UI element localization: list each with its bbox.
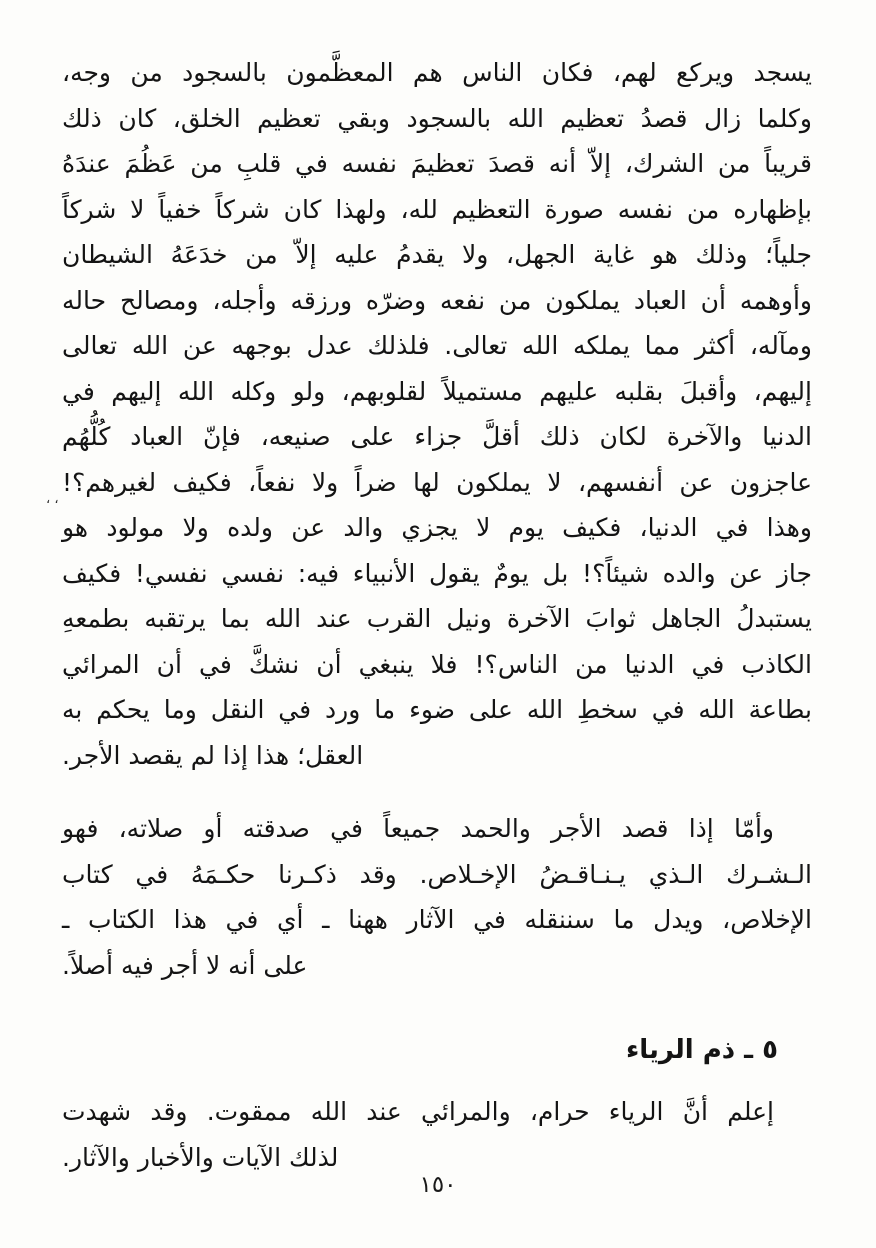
text-line: قريباً من الشرك، إلاّ أنه قصدَ تعظيمَ نفسه في قلبِ من عَظُمَ عندَهُ [62,149,812,178]
text-line: جاز عن والده شيئاً؟! بل يومٌ يقول الأنبياء فيه: نفسي نفسي! فكيف [62,558,812,588]
text-line: وهذا في الدنيا، فكيف يوم لا يجزي والد عن ولده ولا مولود هو [62,513,812,542]
text-line: ومآله، أكثر مما يملكه الله تعالى. فلذلك عدل بوجهه عن الله تعالى [62,331,812,360]
text-line: إعلم أنَّ الرياء حرام، والمرائي عند الله ممقوت. وقد شهدت [62,1097,774,1126]
text-line: إليهم، وأقبلَ بقلبه عليهم مستميلاً لقلوبهم، ولو وكله الله إليهم في [62,376,812,406]
text-line: على أنه لا أجر فيه أصلاً. [62,950,308,980]
text-line: جلياً؛ وذلك هو غاية الجهل، ولا يقدمُ عليه إلاّ من خدَعَهُ الشيطان [62,240,812,269]
paragraph-2 [62,806,812,988]
text-line: الـشـرك الـذي يـنـاقـضُ الإخـلاص. وقد ذكـرنا حكـمَهُ في كتاب [62,859,812,889]
paragraph-3 [62,1089,812,1180]
text-line: لذلك الآيات والأخبار والآثار. [62,1142,339,1172]
text-line: وكلما زال قصدُ تعظيم الله بالسجود وبقي تعظيم الخلق، كان ذلك [62,103,812,133]
page-number: ١٥٠ [419,1172,457,1198]
text-line: الكاذب في الدنيا من الناس؟! فلا ينبغي أن نشكَّ في أن المرائي [62,649,812,679]
margin-ink-specks: ، ، [46,492,59,507]
text-line: بطاعة الله في سخطِ الله على ضوء ما ورد في النقل وما يحكم به [62,695,812,724]
text-line: الدنيا والآخرة لكان ذلك أقلَّ جزاء على صنيعه، فإنّ العباد كُلُّهُم [62,422,812,451]
text-line: يسجد ويركع لهم، فكان الناس هم المعظَّمون بالسجود من وجه، [62,58,812,87]
text-line: وأوهمه أن العباد يملكون من نفعه وضرّه ورزقه وأجله، ومصالح حاله [62,285,812,315]
text-line: العقل؛ هذا إذا لم يقصد الأجر. [62,740,364,770]
text-line: وأمّا إذا قصد الأجر والحمد جميعاً في صدقته أو صلاته، فهو [62,814,774,843]
text-line: الإخلاص، ويدل ما سننقله في الآثار ههنا ـ أي في هذا الكتاب ـ [62,905,812,934]
text-line: يستبدلُ الجاهل ثوابَ الآخرة ونيل القرب عند الله بما يرتقبه بطمعهِ [62,604,812,633]
paragraph-1 [62,50,812,778]
text-line: بإظهاره من نفسه صورة التعظيم لله، ولهذا كان شركاً خفياً لا شركاً [62,194,812,224]
text-line: عاجزون عن أنفسهم، لا يملكون لها ضراً ولا نفعاً، فكيف لغيرهم؟! [62,467,812,497]
section-heading: ٥ ـ ذم الرياء [626,1035,778,1065]
text-block [62,50,812,1180]
